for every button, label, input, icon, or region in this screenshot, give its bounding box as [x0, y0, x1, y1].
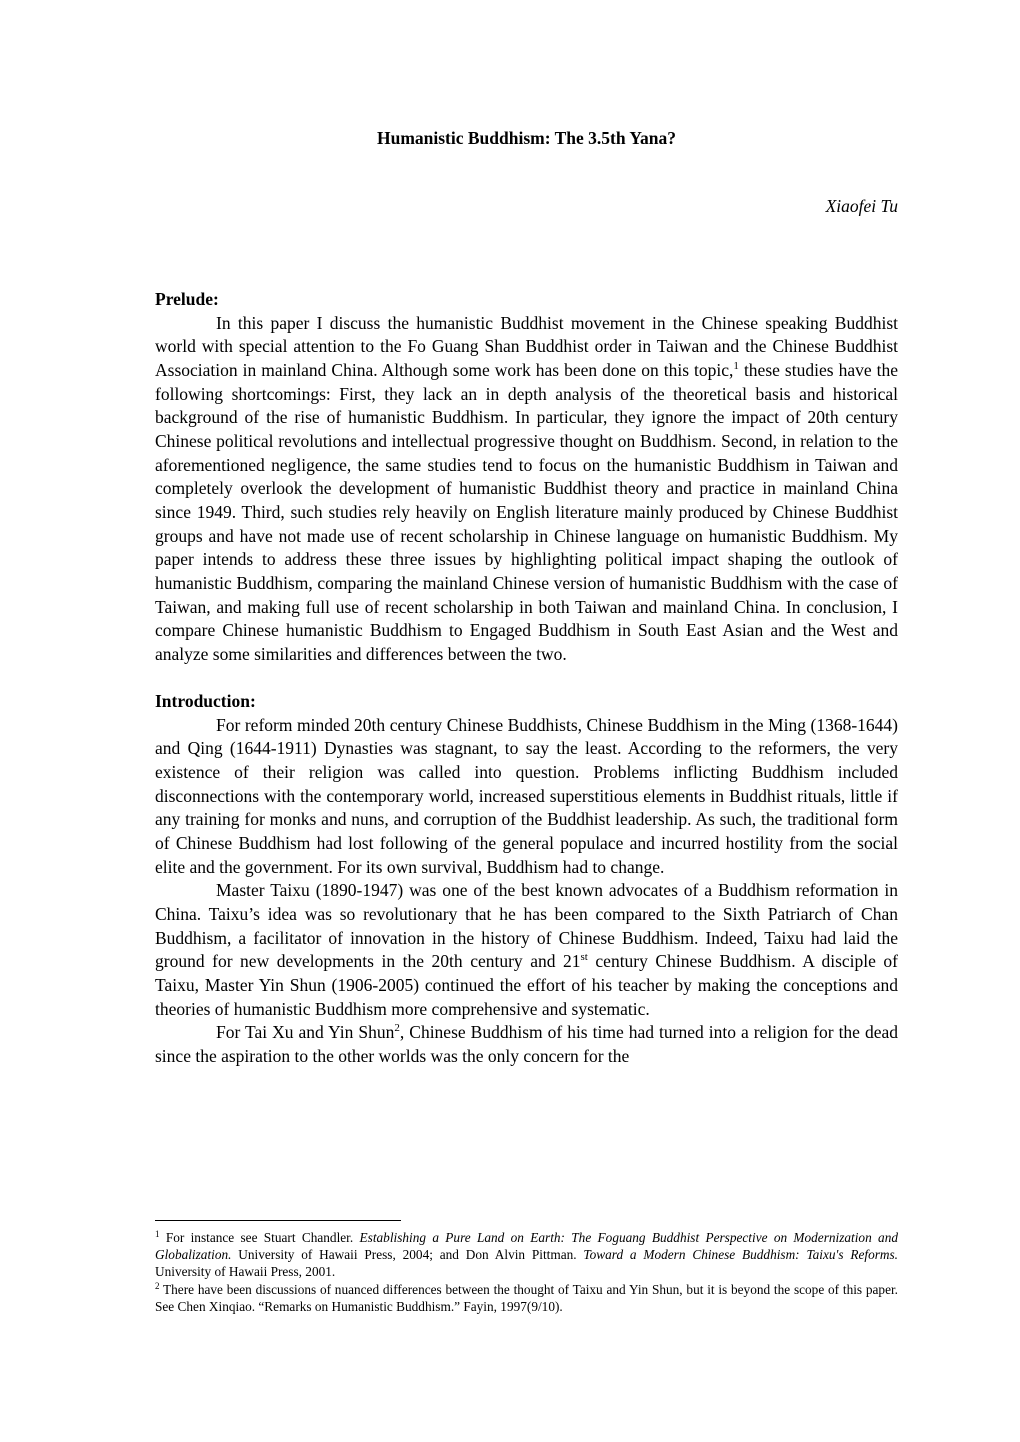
- text: University of Hawaii Press, 2001.: [155, 1264, 336, 1280]
- footnote-number: 1: [155, 1229, 160, 1239]
- footnote-1: [155, 1229, 898, 1281]
- prelude-heading: Prelude:: [155, 289, 219, 309]
- body-text: [155, 288, 898, 1069]
- author-name: Xiaofei Tu: [825, 196, 898, 216]
- text: For Tai Xu and Yin Shun: [216, 1022, 395, 1043]
- text: For instance see Stuart Chandler.: [159, 1230, 360, 1245]
- footnote-ref-2[interactable]: 2: [394, 1022, 400, 1035]
- footnote-separator: [155, 1220, 401, 1221]
- text: these studies have the following shortcomings: First, they lack an in depth analysis of the theoretical basis and historical background of the rise of humanistic Buddhism. In particular, they ignore the impact of 20th century Chinese political revolutions and intellectual progressive thought on Buddhism. Second, in relation to the aforementioned negligence, the same studies tend to focus on the humanistic Buddhism in Taiwan and completely overlook the development of humanistic Buddhist theory and practice in mainland China since 1949. Third, such studies rely heavily on English literature mainly produced by Chinese Buddhist groups and have not made use of recent scholarship in Chinese language on humanistic Buddhism. My paper intends to address these three issues by highlighting political impact shaping the outlook of humanistic Buddhism, comparing the mainland Chinese version of humanistic Buddhism with the case of Taiwan, and making full use of recent scholarship in both Taiwan and mainland China. In conclusion, I compare Chinese humanistic Buddhism to Engaged Buddhism in South East Asian and the West and analyze some similarities and differences between the two.: [155, 359, 899, 664]
- text: , Chinese Buddhism of his time had turned into a religion for the dead since the aspiration to the other worlds was the only concern for the: [155, 1022, 898, 1066]
- footnote-number: 2: [155, 1280, 160, 1291]
- book-title: Toward a Modern Chinese Buddhism: Taixu's Reforms.: [583, 1247, 899, 1263]
- intro-paragraph-2: [155, 879, 898, 1021]
- text: century Chinese Buddhism. A disciple of Taixu, Master Yin Shun (1906-2005) continued the effort of his teacher by making the conceptions and theories of humanistic Buddhism more comprehensive and systematic.: [155, 951, 899, 1019]
- text: Master Taixu (1890-1947) was one of the best known advocates of a Buddhism reformation in China. Taixu’s idea was so revolutionary that he has been compared to the Sixth Patriarch of Chan Buddhism, a facilitator of innovation in the history of Chinese Buddhism. Indeed, Taixu had laid the ground for new developments in the 20th century and 21: [155, 880, 898, 972]
- text: In this paper I discuss the humanistic Buddhist movement in the Chinese speaking Buddhist world with special attention to the Fo Guang Shan Buddhist order in Taiwan and the Chinese Buddhist Association in mainland China. Although some work has been done on this topic,: [155, 312, 898, 380]
- intro-paragraph-3: [155, 1021, 898, 1068]
- footnote-2: [155, 1281, 898, 1315]
- superscript-st: st: [580, 951, 588, 964]
- intro-paragraph-1: For reform minded 20th century Chinese Buddhists, Chinese Buddhism in the Ming (1368-1644) and Qing (1644-1911) Dynasties was stagnant, to say the least. According to the reformers, the very existence of their religion was called into question. Problems inflicting Buddhism included disconnections with the contemporary world, increased superstitious elements in Buddhist rituals, little if any training for monks and nuns, and corruption of the Buddhist leadership. As such, the traditional form of Chinese Buddhism had lost following of the general populace and incurred hostility from the social elite and the government. For its own survival, Buddhism had to change.: [155, 714, 898, 877]
- text: There have been discussions of nuanced differences between the thought of Taixu and Yin Shun, but it is beyond the scope of this paper. See Chen Xinqiao. “Remarks on Humanistic Buddhism.” Fayin, 1997(9/10).: [155, 1281, 898, 1314]
- footnotes: [155, 1229, 898, 1315]
- text: University of Hawaii Press, 2004; and Don Alvin Pittman.: [231, 1247, 584, 1263]
- book-title: Establishing a Pure Land on Earth: The Foguang Buddhist Perspective on Modernization and Globalization.: [155, 1230, 898, 1263]
- prelude-paragraph: [155, 312, 898, 667]
- footnote-ref-1[interactable]: 1: [733, 359, 739, 372]
- paper-title: Humanistic Buddhism: The 3.5th Yana?: [376, 128, 677, 148]
- introduction-heading: Introduction:: [155, 691, 256, 712]
